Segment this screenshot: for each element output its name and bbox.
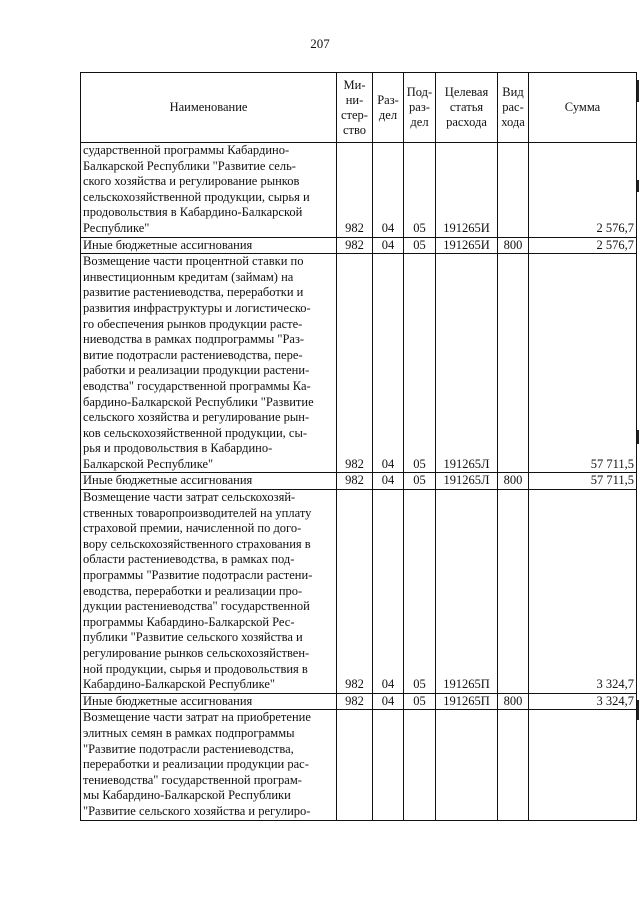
cell-ministry: 982 — [337, 693, 373, 710]
cell-amount: 2 576,7 — [529, 237, 637, 254]
cell-ministry: 982 — [337, 473, 373, 490]
cell-ministry: 982 — [337, 254, 373, 473]
table-row — [81, 254, 637, 473]
cell-subsection — [404, 710, 436, 820]
cell-target: 191265Л — [436, 473, 498, 490]
cell-section: 04 — [373, 237, 404, 254]
header-section: Раз- дел — [373, 73, 404, 143]
cell-target: 191265Л — [436, 254, 498, 473]
cell-target — [436, 710, 498, 820]
cell-amount: 2 576,7 — [529, 143, 637, 238]
cell-name: Возмещение части затрат сельскохозяй- ственных товаропроизводителей на уплату страховой премии, начисленной по дого- вору сельскохозяйственного страхования в области растениеводства, в рамках под- программы "Развитие подотрасли растени- еводства, переработки и реализации про- дукции растениеводства" государственной программы Кабардино-Балкарской Рес- публики "Развитие сельского хозяйства и регулирование рынков сельскохозяйствен- ной продукции, сырья и продовольствия в Кабардино-Балкарской Республике" — [81, 490, 337, 694]
cell-name: Иные бюджетные ассигнования — [81, 473, 337, 490]
cell-subsection: 05 — [404, 254, 436, 473]
header-name: Наименование — [81, 73, 337, 143]
cell-type: 800 — [498, 473, 529, 490]
cell-amount — [529, 710, 637, 820]
page-number: 207 — [310, 36, 330, 51]
header-target: Целевая статья расхода — [436, 73, 498, 143]
cell-subsection: 05 — [404, 473, 436, 490]
cell-ministry: 982 — [337, 143, 373, 238]
scan-edge-marks — [634, 60, 640, 760]
header-amount: Сумма — [529, 73, 637, 143]
budget-table-container — [80, 72, 637, 821]
cell-section — [373, 710, 404, 820]
cell-type — [498, 490, 529, 694]
cell-type — [498, 710, 529, 820]
cell-amount: 57 711,5 — [529, 254, 637, 473]
cell-ministry: 982 — [337, 490, 373, 694]
cell-section: 04 — [373, 143, 404, 238]
cell-target: 191265П — [436, 693, 498, 710]
cell-ministry: 982 — [337, 237, 373, 254]
table-header-row — [81, 73, 637, 143]
cell-amount: 3 324,7 — [529, 693, 637, 710]
cell-name: Возмещение части процентной ставки по инвестиционным кредитам (займам) на развитие растениеводства, переработки и развития инфраструктуры и логистическо- го обеспечения рынков продукции расте- ниеводства в рамках подпрограммы "Раз- витие подотрасли растениеводства, пере- работки и реализации продукции растени- еводства" государственной программы Ка- бардино-Балкарской Республики "Развитие сельского хозяйства и регулирование рын- ков сельскохозяйственной продукции, сы- рья и продовольствия в Кабардино- Балкарской Республике" — [81, 254, 337, 473]
cell-target: 191265П — [436, 490, 498, 694]
cell-type: 800 — [498, 237, 529, 254]
cell-subsection: 05 — [404, 693, 436, 710]
cell-target: 191265И — [436, 237, 498, 254]
cell-amount: 57 711,5 — [529, 473, 637, 490]
header-ministry: Ми- ни- стер- ство — [337, 73, 373, 143]
cell-section: 04 — [373, 473, 404, 490]
table-row — [81, 490, 637, 694]
cell-section: 04 — [373, 490, 404, 694]
cell-name: Иные бюджетные ассигнования — [81, 237, 337, 254]
table-row — [81, 143, 637, 238]
cell-section: 04 — [373, 254, 404, 473]
cell-type: 800 — [498, 693, 529, 710]
cell-name: Возмещение части затрат на приобретение элитных семян в рамках подпрограммы "Развитие подотрасли растениеводства, переработки и реализации продукции рас- тениеводства" государственной програм- мы Кабардино-Балкарской Республики "Развитие сельского хозяйства и регулиро- — [81, 710, 337, 820]
cell-type — [498, 254, 529, 473]
table-row — [81, 693, 637, 710]
header-type: Вид рас- хода — [498, 73, 529, 143]
cell-subsection: 05 — [404, 237, 436, 254]
cell-subsection: 05 — [404, 143, 436, 238]
table-row — [81, 473, 637, 490]
cell-ministry — [337, 710, 373, 820]
cell-type — [498, 143, 529, 238]
cell-subsection: 05 — [404, 490, 436, 694]
cell-target: 191265И — [436, 143, 498, 238]
budget-table — [80, 72, 637, 821]
cell-section: 04 — [373, 693, 404, 710]
table-row — [81, 710, 637, 820]
cell-name: сударственной программы Кабардино- Балкарской Республики "Развитие сель- ского хозяйства и регулирование рынков сельскохозяйственной продукции, сырья и продовольствия в Кабардино-Балкарской Республике" — [81, 143, 337, 238]
cell-name: Иные бюджетные ассигнования — [81, 693, 337, 710]
cell-amount: 3 324,7 — [529, 490, 637, 694]
header-subsection: Под- раз- дел — [404, 73, 436, 143]
table-row — [81, 237, 637, 254]
